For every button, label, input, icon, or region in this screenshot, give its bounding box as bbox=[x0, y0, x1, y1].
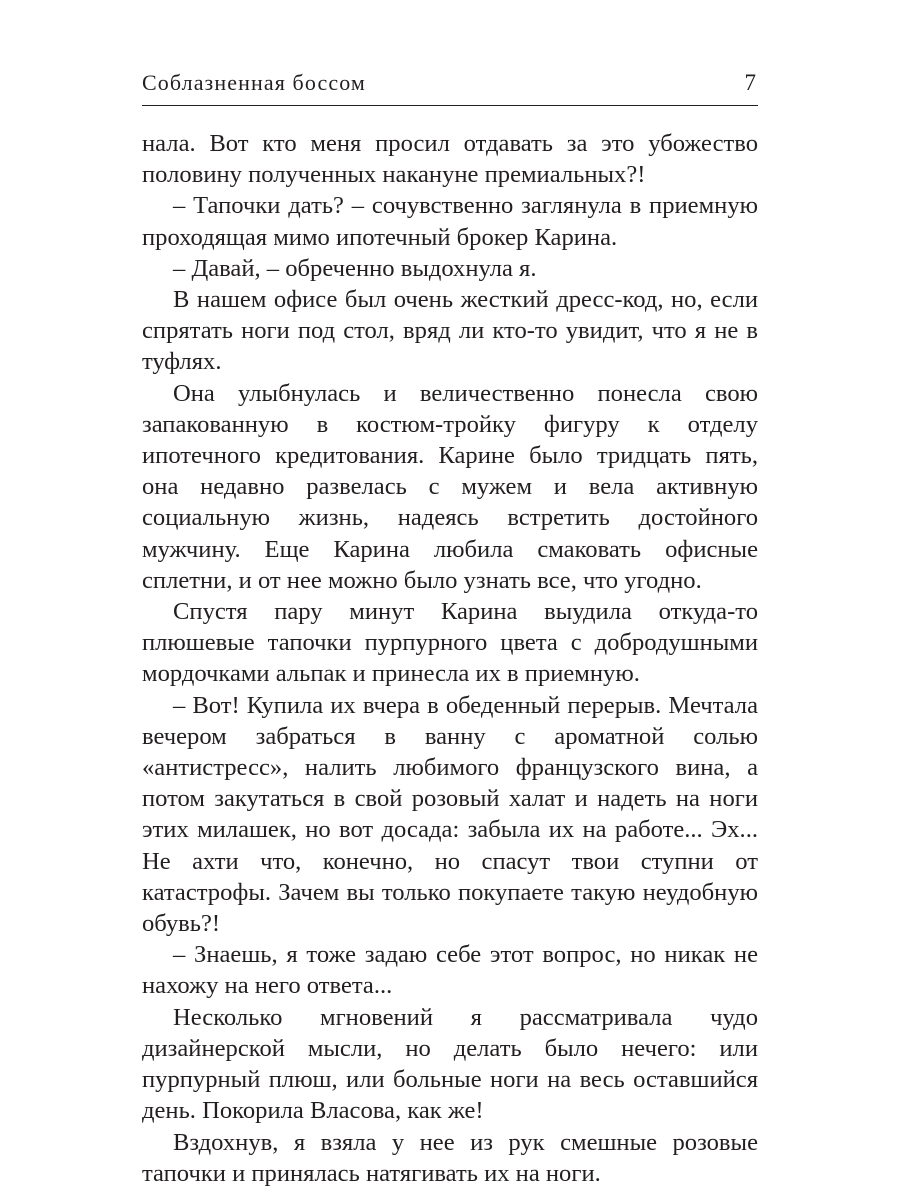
paragraph: Несколько мгновений я рассматривала чудо дизайнерской мысли, но делать было нечего: или пурпурный плюш, или больные ноги на весь оставшийся день. Покорила Власова, как же! bbox=[142, 1003, 758, 1125]
paragraph: – Знаешь, я тоже задаю себе этот вопрос, но никак не нахожу на него ответа... bbox=[142, 941, 758, 1000]
header-rule bbox=[142, 105, 758, 106]
paragraph: Она улыбнулась и величественно понесла свою запакованную в костюм-тройку фигуру к отделу ипотечного кредитования. Карине было тридцать пять, она недавно развелась с мужем и вела активную социальную жизнь, надеясь встретить достойного мужчину. Еще Карина любила смаковать офисные сплетни, и от нее можно было узнать все, что угодно. bbox=[142, 379, 758, 594]
paragraph: Вздохнув, я взяла у нее из рук смешные розовые тапочки и принялась натягивать их на ноги. bbox=[142, 1128, 758, 1187]
running-head bbox=[142, 66, 758, 100]
book-title: Соблазненная боссом bbox=[142, 70, 366, 95]
paragraph: В нашем офисе был очень жесткий дресс-код, но, если спрятать ноги под стол, вряд ли кто-то увидит, что я не в туфлях. bbox=[142, 286, 758, 376]
paragraph: Спустя пару минут Карина выудила откуда-то плюшевые тапочки пурпурного цвета с добродушными мордочками альпак и принесла их в приемную. bbox=[142, 598, 758, 688]
page-number: 7 bbox=[744, 70, 756, 95]
body-text bbox=[142, 128, 758, 1189]
paragraph: – Вот! Купила их вчера в обеденный перерыв. Мечтала вечером забраться в ванну с ароматной солью «антистресс», налить любимого французского вина, а потом закутаться в свой розовый халат и надеть на ноги этих милашек, но вот досада: забыла их на работе... Эх... Не ахти что, конечно, но спасут твои ступни от катастрофы. Зачем вы только покупаете такую неудобную обувь?! bbox=[142, 691, 758, 938]
paragraph: нала. Вот кто меня просил отдавать за это убожество половину полученных накануне премиальных?! bbox=[142, 130, 758, 189]
paragraph: – Тапочки дать? – сочувственно заглянула в приемную проходящая мимо ипотечный брокер Карина. bbox=[142, 192, 758, 251]
paragraph: – Давай, – обреченно выдохнула я. bbox=[173, 254, 537, 282]
